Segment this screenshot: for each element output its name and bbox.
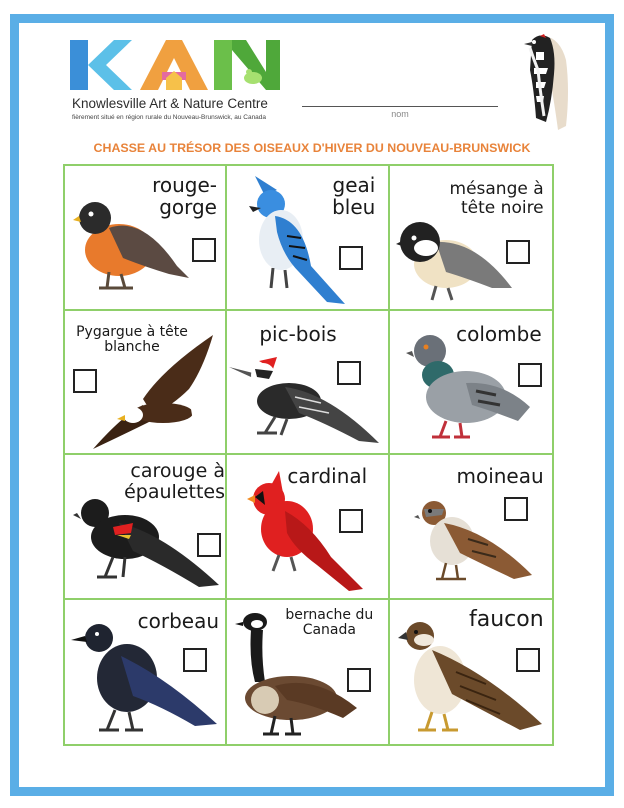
bird-label: geai bleu <box>332 173 376 220</box>
bird-cell-woodpecker <box>227 311 389 456</box>
chickadee-icon <box>396 216 514 304</box>
robin-icon <box>73 188 193 300</box>
org-name: Knowlesville Art & Nature Centre <box>72 96 268 111</box>
hawk-icon <box>396 620 546 740</box>
bird-cell-pigeon <box>390 311 552 456</box>
bird-grid <box>63 164 554 746</box>
red-winged-blackbird-icon <box>73 493 223 597</box>
checkbox-robin[interactable] <box>192 238 216 262</box>
bird-cell-hawk <box>390 600 552 745</box>
woodpecker-icon <box>229 357 383 451</box>
bird-label: Pygargue à tête blanche <box>76 323 188 356</box>
bird-cell-canada-goose <box>227 600 389 745</box>
page-title: CHASSE AU TRÉSOR DES OISEAUX D'HIVER DU NOUVEAU-BRUNSWICK <box>93 141 531 155</box>
bald-eagle-icon <box>93 329 223 451</box>
cardinal-icon <box>239 471 371 593</box>
woodpecker-illustration <box>510 30 574 134</box>
kan-logo-mark <box>70 38 280 92</box>
bird-label: moineau <box>456 464 544 488</box>
bird-label: bernache du Canada <box>285 606 374 639</box>
bird-cell-bald-eagle <box>65 311 227 456</box>
bird-cell-chickadee <box>390 166 552 311</box>
bird-label: pic-bois <box>259 321 337 346</box>
bird-label: colombe <box>456 321 542 346</box>
blue-jay-icon <box>241 176 351 306</box>
crow-icon <box>71 620 223 740</box>
bird-label: faucon <box>468 606 544 632</box>
bird-cell-blue-jay <box>227 166 389 311</box>
pigeon-icon <box>406 331 532 455</box>
name-input-line[interactable] <box>302 106 498 107</box>
bird-cell-crow <box>65 600 227 745</box>
bird-label: cardinal <box>287 464 368 488</box>
bird-label: mésange à tête noire <box>449 179 544 219</box>
bird-label: corbeau <box>137 608 219 633</box>
bird-label: carouge à épaulettes <box>124 460 225 504</box>
canada-goose-icon <box>235 610 361 740</box>
bird-cell-robin <box>65 166 227 311</box>
name-label: nom <box>391 109 409 119</box>
bird-cell-sparrow <box>390 455 552 600</box>
kan-logo <box>70 38 280 122</box>
bird-cell-cardinal <box>227 455 389 600</box>
bird-cell-red-winged-blackbird <box>65 455 227 600</box>
org-tagline: fièrement situé en région rurale du Nouveau-Brunswick, au Canada <box>72 114 267 121</box>
sparrow-icon <box>414 499 538 585</box>
bird-label: rouge- gorge <box>152 173 217 220</box>
